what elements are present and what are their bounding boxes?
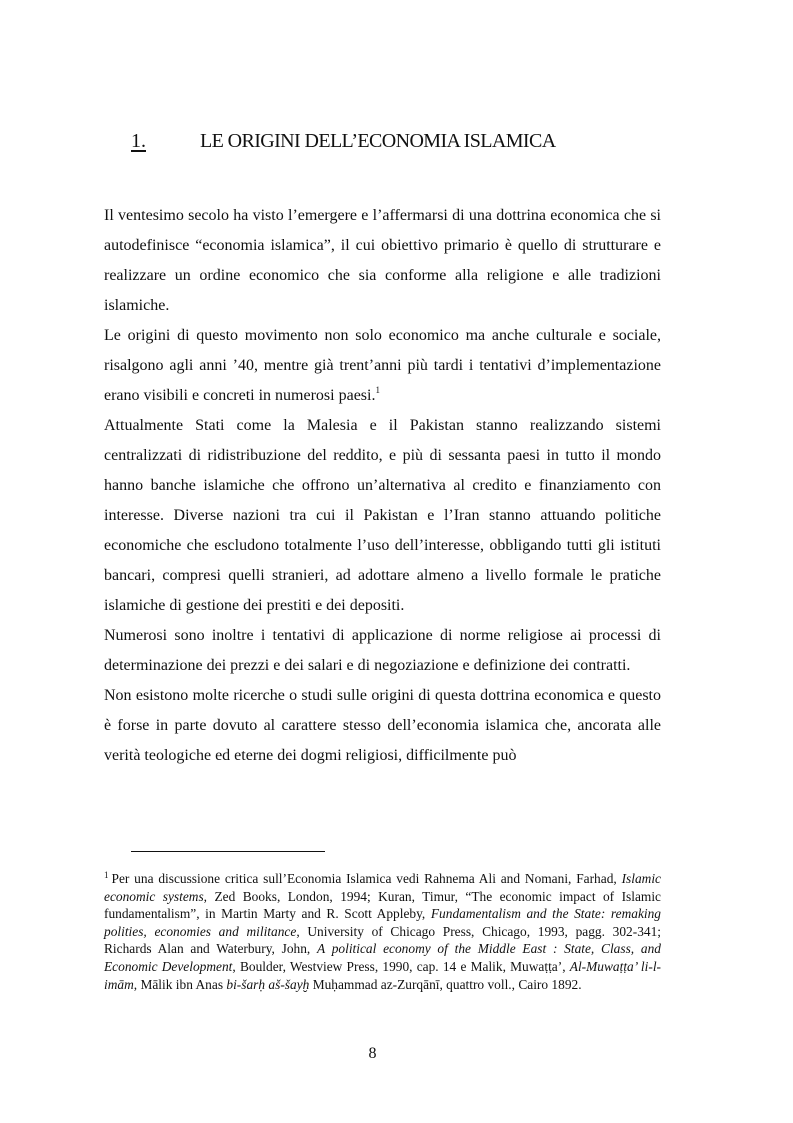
- footnote-text: , Boulder, Westview Press, 1990, cap. 14 e Malik, Muwaṭṭa’,: [232, 958, 570, 974]
- chapter-heading: [0, 128, 793, 160]
- footnote-separator: [131, 851, 325, 852]
- footnote-title: Fundamentalism and the State: remaking polities, economies and militance: [104, 906, 661, 939]
- chapter-title: LE ORIGINI DELL’ECONOMIA ISLAMICA: [200, 130, 556, 152]
- footnote-text: , Mālik ibn Anas: [133, 976, 227, 992]
- chapter-number: 1.: [131, 130, 146, 152]
- footnote-title: Islamic economic systems: [104, 871, 661, 904]
- footnote-text: Per una discussione critica sull’Economia Islamica vedi Rahnema Ali and Nomani, Farhad,: [111, 871, 622, 886]
- footnote-marker: 1: [104, 870, 109, 880]
- body-text: [104, 201, 661, 771]
- footnote-text: , Zed Books, London, 1994; Kuran, Timur, “The economic impact of Islamic fundamentalism”, in Martin Marty and R. Scott Appleby,: [104, 888, 661, 922]
- paragraph: Il ventesimo secolo ha visto l’emergere e l’affermarsi di una dottrina economica che si autodefinisce “economia islamica”, il cui obiettivo primario è quello di strutturare e realizzare un ordine economico che sia conforme alla religione e alle tradizioni islamiche.: [104, 207, 661, 314]
- paragraph: Non esistono molte ricerche o studi sulle origini di questa dottrina economica e questo è forse in parte dovuto al carattere stesso dell’economia islamica che, ancorata alle verità teologiche ed eterne dei dogmi religiosi, difficilmente può: [104, 687, 661, 764]
- paragraph: Attualmente Stati come la Malesia e il Pakistan stanno realizzando sistemi centralizzati di ridistribuzione del reddito, e più di sessanta paesi in tutto il mondo hanno banche islamiche che offrono un’alternativa al credito e finanziamento con interesse. Diverse nazioni tra cui il Pakistan e l’Iran stanno attuando politiche economiche che escludono totalmente l’uso dell’interesse, obbligando tutti gli istituti bancari, compresi quelli stranieri, ad adottare almeno a livello formale le pratiche islamiche di gestione dei prestiti e dei depositi.: [104, 417, 661, 614]
- paragraph: [104, 321, 661, 411]
- footnote-reference[interactable]: 1: [375, 385, 380, 395]
- footnote-text: , University of Chicago Press, Chicago, 1993, pagg. 302-341; Richards Alan and Waterbury, John,: [104, 923, 661, 957]
- footnote-title: A political economy of the Middle East : State, Class, and Economic Development: [104, 941, 661, 974]
- paragraph-text: Le origini di questo movimento non solo economico ma anche culturale e sociale, risalgono agli anni ’40, mentre già trent’anni più tardi i tentativi d’implementazione erano visibili e concreti in numerosi paesi.: [104, 327, 661, 404]
- footnote-title: bi-šarḥ aš-šayḫ: [226, 976, 310, 992]
- page-number: 8: [368, 1045, 377, 1062]
- paragraph: Numerosi sono inoltre i tentativi di applicazione di norme religiose ai processi di determinazione dei prezzi e dei salari e di negoziazione e definizione dei contratti.: [104, 627, 661, 674]
- footnote-title: Al-Muwaṭṭa’ li-l-imām: [104, 958, 661, 992]
- footnote-text: Muḥammad az-Zurqānī, quattro voll., Cairo 1892.: [309, 976, 582, 992]
- footnote: [104, 870, 661, 993]
